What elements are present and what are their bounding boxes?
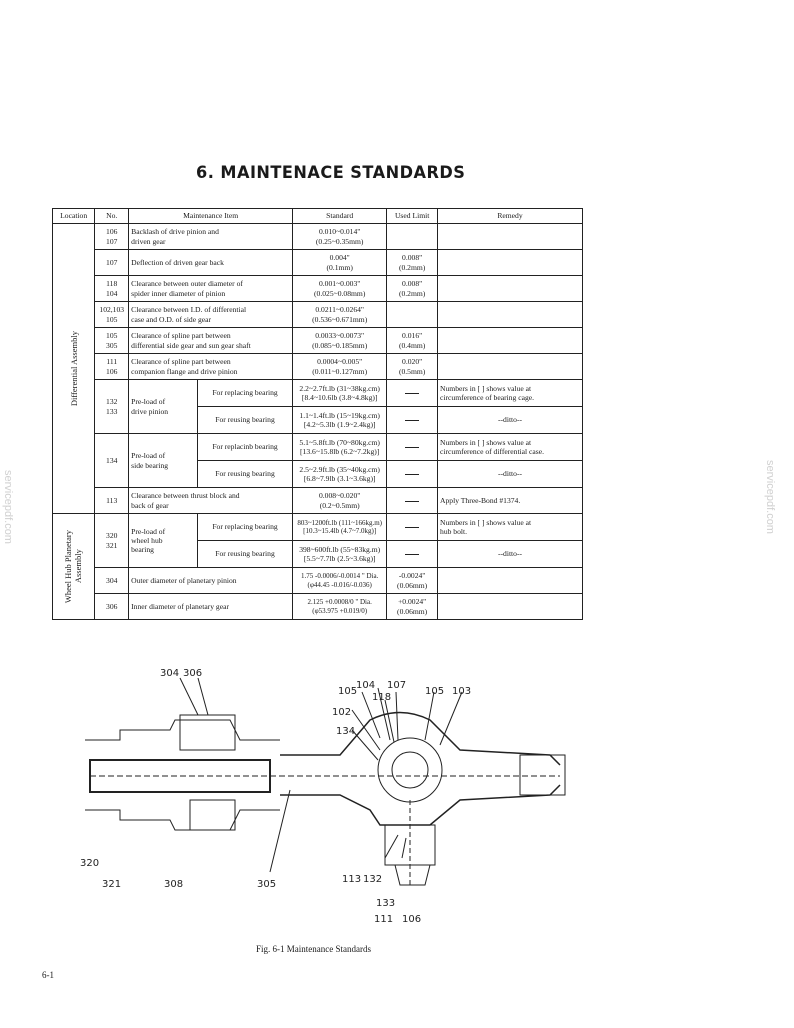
cell-limit [387,514,438,541]
cell-standard: 0.008~0.020" (0.2~0.5mm) [293,488,387,514]
label-105: 105 [338,686,358,697]
cell-remedy [438,594,583,620]
cell-item: Pre-load of wheel hub bearing [129,514,198,568]
location-differential [53,224,95,514]
cell-standard: 398~600ft.lb (55~83kg.m) [5.5~7.7lb (2.5~3.6kg)] [293,541,387,568]
cell-subitem: For replacinb bearing [197,434,292,461]
location-label: Differential Assembly [68,330,79,407]
dash-mark [405,474,419,475]
label-102: 102 [332,707,352,718]
cell-remedy: --ditto-- [438,541,583,568]
cell-limit [387,461,438,488]
cell-no: 118 104 [95,276,129,302]
cell-item: Clearance between thrust block and back of gear [129,488,293,514]
cell-limit [387,224,438,250]
cell-standard: 0.004" (0.1mm) [293,250,387,276]
cell-standard: 0.010~0.014" (0.25~0.35mm) [293,224,387,250]
dash-mark [405,501,419,502]
header-standard: Standard [293,209,387,224]
cell-standard: 1.75 -0.0006/-0.0014 " Dia. (φ44.45 -0.016/-0.036) [293,568,387,594]
cell-item: Clearance of spline part between differential side gear and sun gear shaft [129,328,293,354]
leader-304 [180,678,198,715]
label-111: 111 [374,914,394,925]
cell-no: 132 133 [95,380,129,434]
cell-limit [387,488,438,514]
cell-limit: 0.008" (0.2mm) [387,276,438,302]
cell-no: 113 [95,488,129,514]
hub-bearing-box [190,800,235,830]
label-113: 113 [342,874,362,885]
dash-mark [405,420,419,421]
watermark-right: servicepdf.com [764,460,776,534]
cell-no: 102,103 105 [95,302,129,328]
table-row [53,276,583,302]
label-107: 107 [387,680,407,691]
cell-subitem: For reusing bearing [197,461,292,488]
label-118: 118 [372,692,392,703]
cell-item: Clearance between outer diameter of spider inner diameter of pinion [129,276,293,302]
dash-mark [405,554,419,555]
leader-105b [425,692,434,740]
cell-no: 111 106 [95,354,129,380]
label-320: 320 [80,858,100,869]
table-row [53,568,583,594]
cell-no: 107 [95,250,129,276]
cell-no: 304 [95,568,129,594]
cell-subitem: For reusing bearing [197,541,292,568]
cell-remedy [438,354,583,380]
diagram-labels [80,668,471,925]
cell-standard: 1.1~1.4ft.lb (15~19kg.cm) [4.2~5.3lb (1.9~2.4kg)] [293,407,387,434]
cell-remedy: Numbers in [ ] shows value at circumference of bearing cage. [438,380,583,407]
cell-remedy: Numbers in [ ] shows value at hub bolt. [438,514,583,541]
cell-remedy [438,302,583,328]
cell-no: 320 321 [95,514,129,568]
header-no: No. [95,209,129,224]
maintenance-standards-table [52,208,583,620]
cell-limit [387,434,438,461]
leader-134 [352,730,378,760]
cell-standard: 803~1200ft.lb (111~166kg.m) [10.3~15.4lb (4.7~7.0kg)] [293,514,387,541]
cell-subitem: For reusing bearing [197,407,292,434]
dash-mark [405,447,419,448]
label-304: 304 [160,668,180,679]
location-label: Wheel Hub Planetary Assembly [63,529,84,604]
cell-standard: 2.2~2.7ft.lb (31~38kg.cm) [8.4~10.6lb (3.8~4.8kg)] [293,380,387,407]
leader-107 [396,692,398,740]
header-location: Location [53,209,95,224]
page-number: 6-1 [42,970,54,980]
table-row [53,328,583,354]
leader-306 [198,678,208,715]
cell-limit: 0.016" (0.4mm) [387,328,438,354]
cell-standard: 5.1~5.8ft.lb (70~80kg.cm) [13.6~15.8lb (6.2~7.2kg)] [293,434,387,461]
cell-standard: 2.125 +0.0008/0 " Dia. (φ53.975 +0.019/0) [293,594,387,620]
cell-standard: 2.5~2.9ft.lb (35~40kg.cm) [6.8~7.9lb (3.1~3.6kg)] [293,461,387,488]
cell-remedy: Numbers in [ ] shows value at circumference of differential case. [438,434,583,461]
hub-outline-top [85,720,280,740]
cell-limit: 0.020" (0.5mm) [387,354,438,380]
axle-cross-section-diagram [80,660,640,925]
table-row [53,594,583,620]
differential-case [392,752,428,788]
cell-remedy: --ditto-- [438,461,583,488]
cell-standard: 0.0033~0.0073" (0.085~0.185mm) [293,328,387,354]
cell-no: 306 [95,594,129,620]
cell-item: Clearance of spline part between companion flange and drive pinion [129,354,293,380]
label-134: 134 [336,726,356,737]
header-item: Maintenance Item [129,209,293,224]
label-133: 133 [376,898,396,909]
cell-no: 106 107 [95,224,129,250]
label-305: 305 [257,879,277,890]
cell-subitem: For replacing bearing [197,514,292,541]
table-row [53,488,583,514]
cell-item: Backlash of drive pinion and driven gear [129,224,293,250]
label-106: 106 [402,914,422,925]
location-wheel-hub [53,514,95,620]
cell-limit: 0.008" (0.2mm) [387,250,438,276]
right-tube-end [520,755,565,795]
label-321: 321 [102,879,122,890]
cell-item: Inner diameter of planetary gear [129,594,293,620]
figure-caption: Fig. 6-1 Maintenance Standards [256,944,371,954]
label-308: 308 [164,879,184,890]
cell-item: Outer diameter of planetary pinion [129,568,293,594]
cell-item: Pre-load of drive pinion [129,380,198,434]
page-title: 6. MAINTENACE STANDARDS [196,163,466,183]
cell-limit: +0.0024" (0.06mm) [387,594,438,620]
cell-item: Pre-load of side bearing [129,434,198,488]
label-105: 105 [425,686,445,697]
cell-remedy [438,276,583,302]
header-limit: Used Limit [387,209,438,224]
watermark-left: servicepdf.com [2,470,14,544]
cell-limit [387,302,438,328]
cell-remedy [438,224,583,250]
table-row [53,354,583,380]
cell-no: 105 305 [95,328,129,354]
leader-132 [402,838,406,858]
diff-housing-bottom [280,785,560,825]
cell-limit [387,407,438,434]
cell-remedy: --ditto-- [438,407,583,434]
cell-remedy: Apply Three-Bond #1374. [438,488,583,514]
cell-limit: -0.0024" (0.06mm) [387,568,438,594]
leader-305 [270,790,290,872]
leader-103 [440,692,462,745]
table-row [53,380,583,407]
table-row [53,302,583,328]
leader-102 [352,710,380,750]
dash-mark [405,393,419,394]
table-header-row [53,209,583,224]
cell-remedy [438,250,583,276]
cell-no: 134 [95,434,129,488]
leader-113 [385,835,398,858]
cell-standard: 0.001~0.003" (0.025~0.08mm) [293,276,387,302]
ring-gear [378,738,442,802]
cell-standard: 0.0004~0.005" (0.011~0.127mm) [293,354,387,380]
cell-item: Clearance between I.D. of differential case and O.D. of side gear [129,302,293,328]
cell-remedy [438,328,583,354]
label-104: 104 [356,680,376,691]
header-remedy: Remedy [438,209,583,224]
table-row [53,224,583,250]
cell-remedy [438,568,583,594]
cell-standard: 0.0211~0.0264" (0.536~0.671mm) [293,302,387,328]
cell-item: Deflection of driven gear back [129,250,293,276]
cell-limit [387,541,438,568]
hub-outline-bottom [85,810,280,830]
companion-flange [395,865,430,885]
cell-limit [387,380,438,407]
label-306: 306 [183,668,203,679]
label-103: 103 [452,686,472,697]
table-row [53,250,583,276]
diff-housing-top [280,713,560,766]
cell-subitem: For replacing bearing [197,380,292,407]
label-132: 132 [363,874,383,885]
dash-mark [405,527,419,528]
table-row [53,434,583,461]
table-row [53,514,583,541]
